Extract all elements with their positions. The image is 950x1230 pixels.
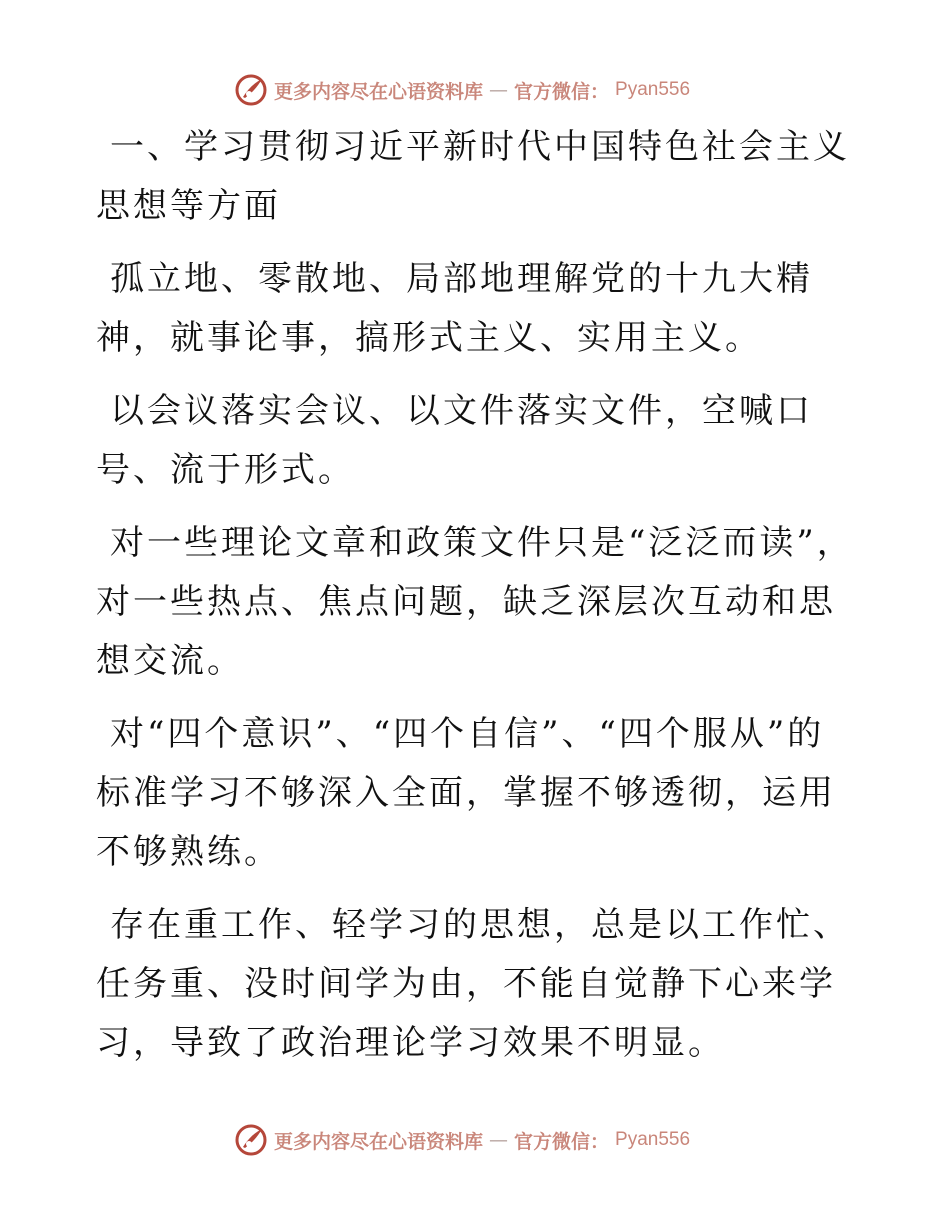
watermark-wechat-label: 官方微信：	[514, 1130, 610, 1153]
paragraph: 孤立地、零散地、局部地理解党的十九大精神，就事论事，搞形式主义、实用主义。	[96, 259, 813, 358]
quill-seal-icon	[234, 73, 268, 107]
document-body	[96, 118, 856, 1087]
watermark-brand-text: 更多内容尽在心语资料库	[274, 1130, 484, 1153]
footer-watermark	[234, 1122, 690, 1158]
watermark-separator: —	[489, 1129, 509, 1151]
watermark-brand-text: 更多内容尽在心语资料库	[274, 80, 484, 103]
watermark-wechat-label: 官方微信：	[514, 80, 610, 103]
paragraph: 以会议落实会议、以文件落实文件，空喊口号、流于形式。	[96, 391, 813, 490]
paragraph: 对“四个意识”、“四个自信”、“四个服从”的标准学习不够深入全面，掌握不够透彻，运用不够熟练。	[96, 714, 836, 872]
header-watermark	[234, 72, 690, 108]
watermark-wechat-id: Pyan556	[615, 79, 691, 100]
watermark-wechat-id: Pyan556	[615, 1129, 691, 1150]
paragraph: 对一些理论文章和政策文件只是“泛泛而读”，对一些热点、焦点问题，缺乏深层次互动和思想交流。	[96, 523, 854, 681]
watermark-separator: —	[489, 79, 509, 101]
quill-seal-icon	[234, 1123, 268, 1157]
paragraph: 存在重工作、轻学习的思想，总是以工作忙、任务重、没时间学为由，不能自觉静下心来学习，导致了政治理论学习效果不明显。	[96, 905, 850, 1063]
section-heading: 一、学习贯彻习近平新时代中国特色社会主义思想等方面	[96, 127, 850, 226]
